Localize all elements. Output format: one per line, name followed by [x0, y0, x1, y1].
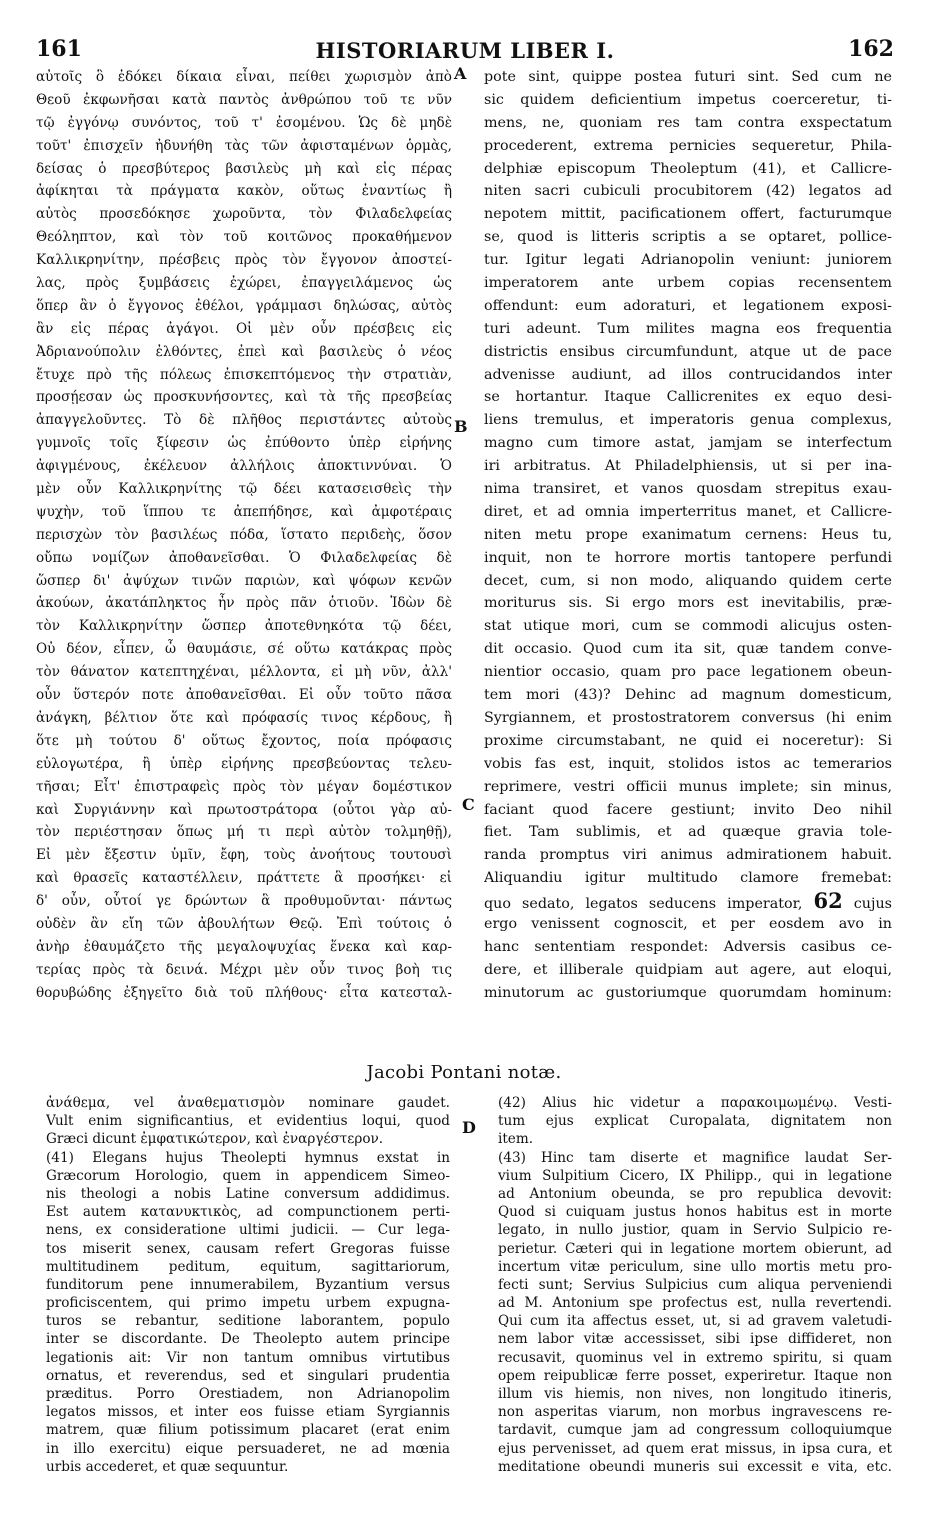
greek-line: οὐδὲν ἂν εἴη τῶν ἀβουλήτων Θεῷ. Ἐπὶ τούτοις ὁ [36, 915, 452, 932]
greek-line: Καλλικρηνίτην, πρέσβεις πρὸς τὸν ἔγγονον ἀποστεί- [36, 252, 452, 269]
latin-line: liens tremulus, et imperatoris genua complexus, [484, 412, 892, 429]
latin-line: sic quidem deficientium impetus coerceretur, ti- [484, 91, 892, 108]
greek-line: ἀφιγμένους, ἐκέλευον ἀλλήλοις ἀποκτιννύναι. Ὁ [36, 458, 452, 475]
note-line: inter se discordante. De Theolepto autem principe [46, 1331, 450, 1348]
note-line: nis theologi a nobis Latine conversum addidimus. [46, 1185, 450, 1202]
latin-line: randa promptus viri animus admirationem habuit. [484, 847, 892, 864]
latin-line: reprimere, vestri officii munus implete; sin minus, [484, 778, 892, 795]
note-line: item. [498, 1131, 534, 1148]
note-line: non asperitas viarum, non morbus ingravescens re- [498, 1404, 892, 1421]
latin-line: offendunt: eum adoraturi, et legationem exposi- [484, 297, 892, 314]
greek-text-column [36, 66, 452, 1005]
note-line: opem reipublicæ ferre posset, experiretur. Itaque non [498, 1367, 892, 1384]
note-line: legatos missos, et inter eos fuisse etiam Syrgiannis [46, 1404, 450, 1421]
latin-line: faciant quod facere gestiunt; invito Deo nihil [484, 801, 892, 818]
greek-line: ἀφίκηται τὰ πράγματα κακὸν, οὕτως ἐναντίως ἢ [36, 183, 452, 200]
latin-line: quo sedato, legatos seducens imperator, 62 cujus [484, 890, 892, 913]
note-line: nens, ex consideratione ultimi judicii. — Cur lega- [46, 1222, 450, 1239]
greek-line: ὅτε μὴ τούτου δ' οὕτως ἔχοντος, ποία πρόφασις [36, 732, 452, 749]
section-marker-d: D [462, 1118, 476, 1137]
latin-line: dere, et illiberale quidpiam aut agere, aut eloqui, [484, 961, 892, 978]
note-line: perietur. Cæteri qui in legatione mortem obierunt, ad [498, 1240, 892, 1257]
latin-line: stat utique mori, cum se commodi alicujus osten- [484, 618, 892, 635]
latin-line: moriturus sis. Si ergo mors est inevitabilis, præ- [484, 595, 892, 612]
latin-line: se, quod is litteris scriptis a se optaret, pollice- [484, 229, 892, 246]
latin-line: inquit, non te horrore mortis tantopere perfundi [484, 549, 892, 566]
latin-line: imperatorem ante urbem copias recensentem [484, 275, 892, 292]
note-line: ejus pervenisset, ad quem erat missus, in ipsa cura, et [498, 1440, 892, 1457]
greek-line: Ἀδριανούπολιν ἐλθόντες, ἐπεὶ καὶ βασιλεὺς ὁ νέος [36, 343, 452, 360]
note-line: legato, in nullo justior, quam in Servio Sulpicio re- [498, 1222, 892, 1239]
greek-line: εὐλογωτέρα, ἢ ὑπὲρ εἰρήνης πρεσβεύοντας τελευ- [36, 755, 452, 772]
greek-line: λας, πρὸς ξυμβάσεις ἐχώρει, ἐπαγγειλάμενος ὡς [36, 275, 452, 292]
latin-line: se hortantur. Itaque Callicrenites ex equo desi- [484, 389, 892, 406]
greek-line: τῆσαι; Εἶτ' ἐπιστραφεὶς πρὸς τὸν μέγαν δομέστικον [36, 778, 452, 795]
page-header [36, 30, 894, 64]
note-line: recusavit, quominus vel in extremo spiritu, si quam [498, 1349, 892, 1366]
greek-line: ἀνάγκη, βέλτιον ὅτε καὶ πρόφασίς τινος κέρδους, ἢ [36, 709, 452, 726]
note-line: turos se rebantur, seditione laborantem, populo [46, 1313, 450, 1330]
greek-line: καὶ θρασεῖς καταστέλλειν, πράττετε ἃ προσήκει· εἰ [36, 870, 452, 887]
latin-line: turi adeunt. Tum milites magna eos frequentia [484, 320, 892, 337]
note-line: incertum vitæ periculum, sine ullo mortis metu pro- [498, 1258, 892, 1275]
note-line: legationis ait: Vir non tantum omnibus virtutibus [46, 1349, 450, 1366]
greek-line: ἂν εἰς πέρας ἀγάγοι. Οἱ μὲν οὖν πρέσβεις εἰς [36, 320, 452, 337]
latin-line: iri arbitratus. At Philadelphiensis, ut si per ina- [484, 458, 892, 475]
note-line: matrem, quæ filium potissimum placaret (erat enim [46, 1422, 450, 1439]
latin-line: vobis fas est, inquit, stolidos istos ac temerarios [484, 755, 892, 772]
notes-heading: Jacobi Pontani notæ. [366, 1062, 562, 1083]
greek-line: καὶ Συργιάννην καὶ πρωτοστράτορα (οὗτοι γὰρ αὐ- [36, 801, 452, 818]
note-line: (41) Elegans hujus Theolepti hymnus exstat in [46, 1149, 450, 1166]
greek-line: τοῦτ' ἐπισχεῖν ἠδυνήθη τὰς τῶν ἀφισταμένων ὁρμὰς, [36, 137, 452, 154]
greek-line: αὐτὸς προσεδόκησε χωροῦντα, τὸν Φιλαδελφείας [36, 206, 452, 223]
note-line: urbis accederet, et quæ sequuntur. [46, 1458, 289, 1475]
greek-line: Θεόληπτον, καὶ τὸν τοῦ κοιτῶνος προκαθήμενον [36, 229, 452, 246]
note-line: Est autem κατανυκτικὸς, ad compunctionem perti- [46, 1204, 450, 1221]
greek-line: ὅπερ ἂν ὁ ἔγγονος ἐθέλοι, γράμμασι δηλώσας, αὐτὸς [36, 297, 452, 314]
note-line: Qui cum ita affectus esset, ut, si ad gravem valetudi- [498, 1313, 892, 1330]
latin-line: proxime circumstabant, ne quid ei noceretur): Si [484, 732, 892, 749]
note-line: Quod si cuiquam justus honos habitus est in morte [498, 1204, 892, 1221]
latin-line: nima transiret, et vanos quosdam strepitus exau- [484, 481, 892, 498]
latin-line: niten metu prope exanimatum cernens: Heus tu, [484, 526, 892, 543]
note-line: in illo exercitu) eique persuaderet, ne ad mœnia [46, 1440, 450, 1457]
note-line: fecti sunt; Servius Sulpicius cum aliqua perveniendi [498, 1276, 892, 1293]
greek-line: δείσας ὁ πρεσβύτερος βασιλεὺς μὴ καὶ εἰς πέρας [36, 160, 452, 177]
latin-line: hanc sententiam respondet: Adversis casibus ce- [484, 938, 892, 955]
note-line: tos miserit senex, causam refert Gregoras fuisse [46, 1240, 450, 1257]
note-line: præditus. Porro Orestiadem, non Adrianopolim [46, 1386, 450, 1402]
greek-line: γυμνοῖς τοῖς ξίφεσιν ὡς ἐπύθοντο ὑπὲρ εἰρήνης [36, 435, 452, 452]
note-line: nem labor vitæ accessisset, sibi ipse diffideret, non [498, 1331, 892, 1348]
note-line: Vult enim significantius, et evidentius loqui, quod [46, 1113, 450, 1130]
section-marker-a: A [454, 64, 467, 83]
greek-line: περισχὼν τὸν βασιλέως πόδα, ἵστατο περιδεὴς, ὅσον [36, 526, 452, 543]
greek-line: τὸν Καλλικρηνίτην ὥσπερ ἀποτεθνηκότα τῷ δέει, [36, 618, 452, 635]
latin-line: fiet. Tam sublimis, et ad quæque gravia tole- [484, 824, 892, 841]
greek-line: μὲν οὖν Καλλικρηνίτης τῷ δέει κατασεισθεὶς τὴν [36, 481, 452, 498]
latin-line: niten sacri cubiculi procubitorem (42) legatos ad [484, 183, 892, 200]
inline-folio-number: 62 [813, 890, 843, 913]
latin-line: minutorum ac gustoriumque quorumdam hominum: [484, 984, 892, 1001]
greek-line: θορυβώδης ἐξηγεῖτο διὰ τοῦ πλήθους· εἶτα κατεσταλ- [36, 984, 452, 1001]
note-line: proficiscentem, qui primo impetu urbem expugna- [46, 1295, 450, 1312]
greek-line: ἀπαγγελοῦντες. Τὸ δὲ πλῆθος περιστάντες αὐτοὺς [36, 412, 452, 429]
greek-line: προσῄεσαν ὡς προσκυνήσοντες, καὶ τὰ τῆς πρεσβείας [36, 389, 452, 406]
running-title: HISTORIARUM LIBER I. [315, 38, 615, 63]
latin-line: tur. Igitur legati Adrianopolin veniunt: juniorem [484, 252, 892, 269]
greek-line: τὸν θάνατον κατεπτηχέναι, μέλλοντα, εἰ μὴ νῦν, ἀλλ' [36, 664, 452, 681]
notes-right-column [498, 1094, 892, 1476]
note-line: ἀνάθεμα, vel ἀναθεματισμὸν nominare gaudet. [46, 1095, 450, 1111]
latin-line: dit occasio. Quod cum ita sit, quæ tandem conve- [484, 641, 892, 658]
latin-line: delphiæ episcopum Theoleptum (41), et Callicre- [484, 160, 892, 177]
greek-line: οὖν ὕστερόν ποτε ἀποθανεῖσθαι. Εἰ οὖν τοῦτο πᾶσα [36, 687, 452, 704]
section-marker-c: C [462, 795, 475, 814]
note-line: multitudinem peditum, equitum, sagittariorum, [46, 1258, 450, 1275]
latin-line: districtis ensibus circumfundunt, atque ut de pace [484, 343, 892, 360]
latin-line: nientior occasio, quam pro pace legationem obeun- [484, 664, 892, 681]
note-line: (43) Hinc tam diserte et magnifice laudat Ser- [498, 1149, 892, 1166]
latin-line: ergo venissent cognoscit, et per eosdem avo in [484, 915, 892, 932]
greek-line: τερίας πρὸς τὰ δεινά. Μέχρι μὲν οὖν τινος βοὴ τις [36, 961, 452, 978]
note-line: Græci dicunt ἐμφατικώτερον, καὶ ἐναργέστερον. [46, 1131, 384, 1148]
greek-line: ὥσπερ δι' ἀψύχων τινῶν παριὼν, καὶ ψόφων κενῶν [36, 572, 452, 589]
note-line: ad M. Antonium spe profectus est, nulla revertendi. [498, 1295, 892, 1312]
latin-line: diret, et ad omnia imperterritus manet, et Callicre- [484, 503, 892, 520]
page-number-left: 161 [36, 36, 82, 62]
note-line: funditorum pene innumerabilem, Byzantium versus [46, 1276, 450, 1293]
greek-line: δ' οὖν, οὗτοί γε δρώντων ἃ προθυμοῦνται· πάντως [36, 893, 452, 910]
greek-line: τῷ ἐγγόνῳ συνόντος, τοῦ τ' ἐσομένου. Ὡς δὲ μηδὲ [36, 114, 452, 131]
greek-line: Θεοῦ ἐκφωνῆσαι κατὰ παντὸς ἀνθρώπου τοῦ τε νῦν [36, 91, 452, 108]
note-line: Græcorum Horologio, quem in appendicem Simeo- [46, 1167, 450, 1184]
greek-line: Οὐ δέον, εἶπεν, ὦ θαυμάσιε, σέ οὕτω κατάκρας πρὸς [36, 641, 452, 658]
latin-line: Syrgiannem, et prostostratorem conversus (hi enim [484, 709, 892, 726]
note-line: tum ejus explicat Curopalata, dignitatem non [498, 1113, 892, 1130]
greek-line: αὐτοῖς ὃ ἐδόκει δίκαια εἶναι, πείθει χωρισμὸν ἀπὸ [36, 69, 452, 85]
latin-line: magno cum timore astat, jamjam se interfectum [484, 435, 892, 452]
latin-line: Aliquandiu igitur multitudo clamore fremebat: [484, 870, 892, 887]
latin-line: procederent, extrema pernicies sequeretur, Phila- [484, 137, 892, 154]
note-line: illum vis hiemis, non nives, non longitudo itineris, [498, 1386, 892, 1402]
latin-line: nepotem mittit, pacificationem offert, facturumque [484, 206, 892, 223]
notes-left-column [46, 1094, 450, 1476]
latin-line: decet, cum, si non modo, aliquando quidem certe [484, 572, 892, 589]
latin-line: pote sint, quippe postea futuri sint. Sed cum ne [484, 69, 892, 85]
section-marker-b: B [454, 417, 468, 436]
latin-line: tem mori (43)? Dehinc ad magnum domesticum, [484, 687, 892, 704]
note-line: (42) Alius hic videtur a παρακοιμωμένῳ. Vesti- [498, 1095, 892, 1111]
note-line: ornatus, et reverendus, sed et singulari prudentia [46, 1367, 450, 1384]
greek-line: ἀνὴρ ἐθαυμάζετο τῆς μεγαλοψυχίας ἕνεκα καὶ καρ- [36, 938, 452, 955]
latin-line: advenisse audiunt, ad illos contrucidandos inter [484, 366, 892, 383]
page-number-right: 162 [848, 36, 894, 62]
greek-line: ψυχὴν, τοῦ ἵππου τε ἀπεπήδησε, καὶ ἀμφοτέραις [36, 503, 452, 520]
greek-line: οὔπω νομίζων ἀποθανεῖσθαι. Ὁ Φιλαδελφείας δὲ [36, 549, 452, 566]
note-line: tardavit, cumque jam ad congressum colloquiumque [498, 1422, 892, 1439]
note-line: meditatione obeundi muneris sui excessit e vita, etc. [498, 1458, 892, 1475]
latin-text-column [484, 66, 892, 1005]
note-line: ad Antonium obeunda, se pro republica devovit: [498, 1185, 892, 1202]
greek-line: ἔτυχε πρὸ τῆς πόλεως ἐπισκεπτόμενος τὴν στρατιὰν, [36, 366, 452, 383]
greek-line: ἀκούων, ἀκατάπληκτος ἦν πρὸς πᾶν ὁτιοῦν. Ἰδὼν δὲ [36, 595, 452, 612]
latin-line: mens, ne, quoniam res tam contra exspectatum [484, 114, 892, 131]
greek-line: Εἰ μὲν ἔξεστιν ὑμῖν, ἔφη, τοὺς ἀνοήτους τουτουσὶ [36, 847, 452, 864]
greek-line: τὸν περιέστησαν ὅπως μή τι περὶ αὐτὸν τολμηθῇ), [36, 824, 452, 841]
note-line: vium Sulpitium Cicero, IX Philipp., qui in legatione [498, 1167, 892, 1184]
